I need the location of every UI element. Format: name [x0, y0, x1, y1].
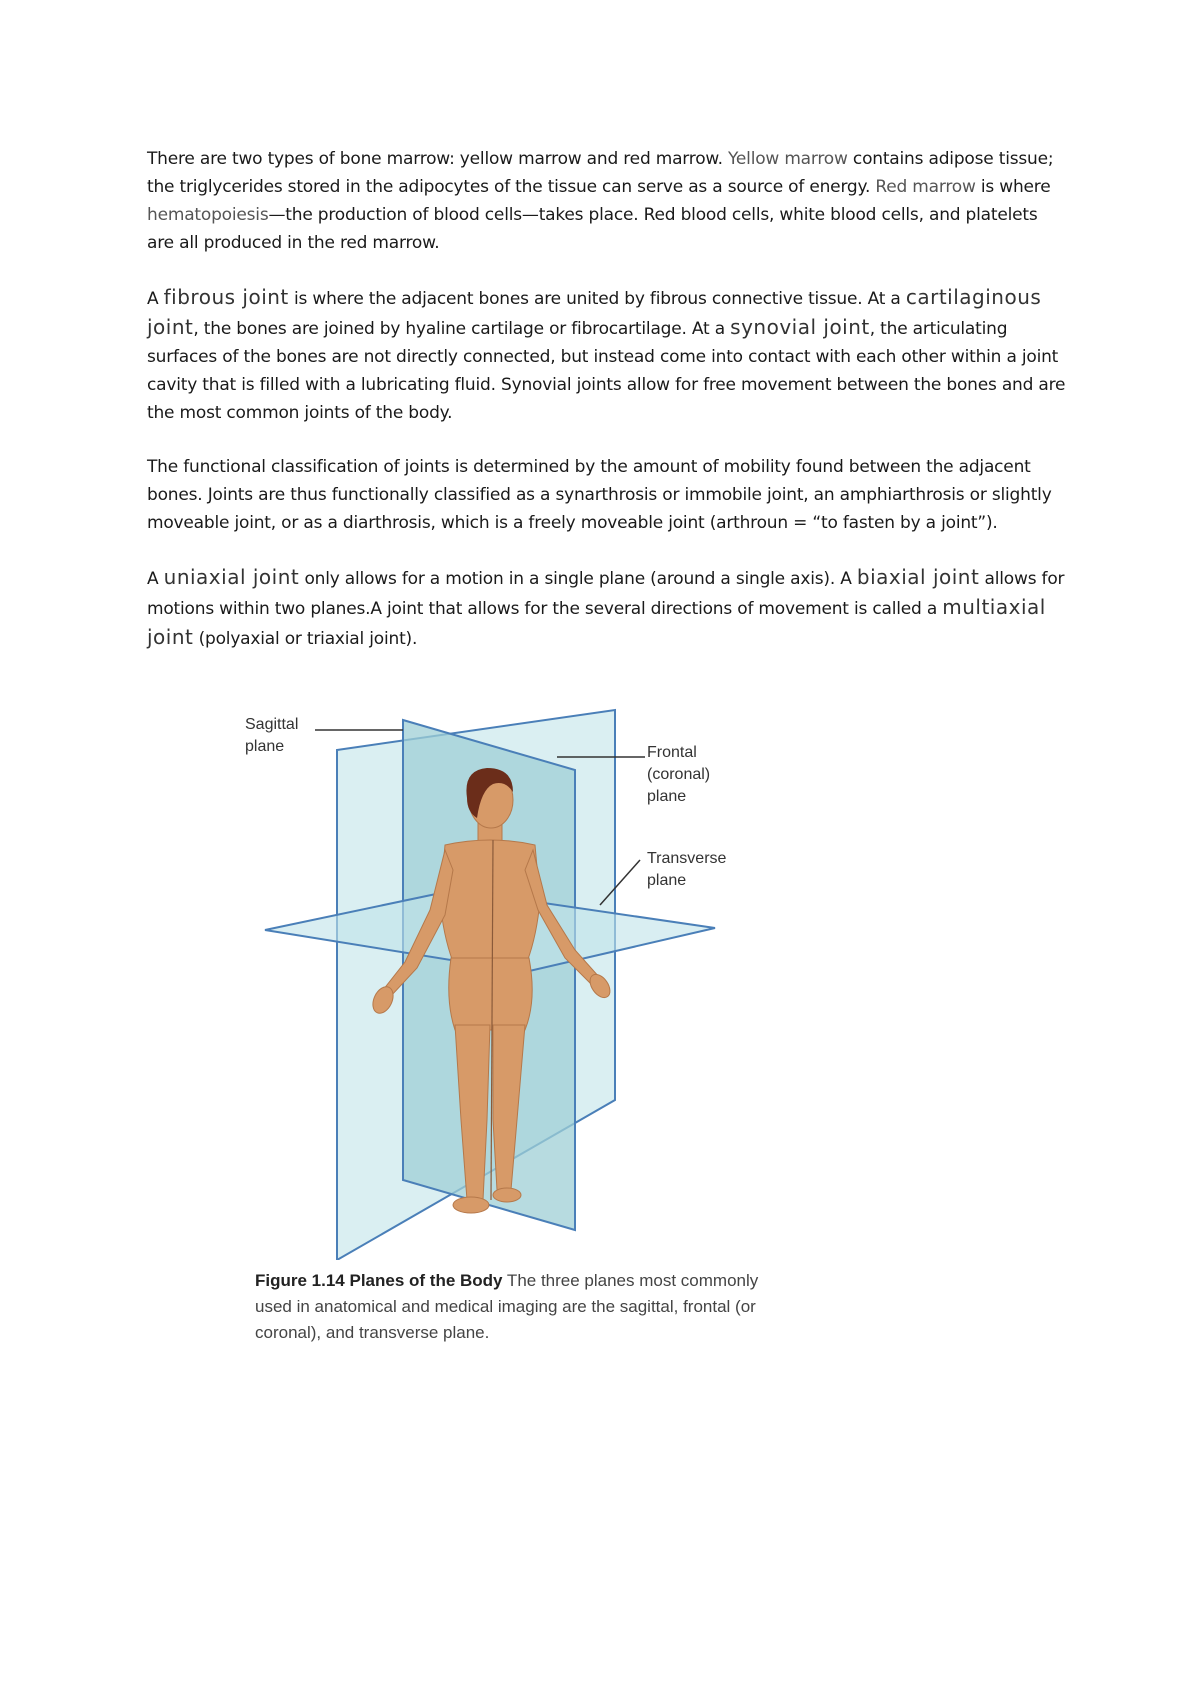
term-cartilaginous-joint: cartilaginous joint [147, 285, 1042, 339]
term-biaxial-joint: biaxial joint [856, 565, 980, 589]
term-red-marrow: Red marrow [875, 177, 976, 197]
caption-text: The three planes most commonly used in anatomical and medical imaging are the sagittal, frontal (or coronal), and transverse plane. [255, 1271, 759, 1342]
paragraph-joint-axes: A uniaxial joint only allows for a motion in a single plane (around a single axis). A biaxial joint allows for motions within two planes.A joint that allows for the several directions of movement is called a multiaxial joint (polyaxial or triaxial joint). [147, 565, 1065, 649]
paragraph-bone-marrow: There are two types of bone marrow: yellow marrow and red marrow. Yellow marrow contains adipose tissue; the triglycerides stored in the adipocytes of the tissue can serve as a source of energy. Red marrow is where hematopoiesis—the production of blood cells—takes place. Red blood cells, white blood cells, and platelets are all produced in the red marrow. [147, 149, 1054, 253]
term-hematopoiesis: hematopoiesis [147, 205, 269, 225]
paragraph-joint-structure: A fibrous joint is where the adjacent bones are united by fibrous connective tissue. At a cartilaginous joint, the bones are joined by hyaline cartilage or fibrocartilage. At a synovial joint, the articulating surfaces of the bones are not directly connected, but instead come into contact with each other within a joint cavity that is filled with a lubricating fluid. Synovial joints allow for free movement between the bones and are the most common joints of the body. [147, 285, 1066, 423]
planes-illustration [255, 700, 815, 1260]
label-frontal: Frontal (coronal) plane [647, 744, 711, 805]
figure-caption [255, 1268, 775, 1346]
term-synovial-joint: synovial joint [730, 315, 870, 339]
paragraph-functional-classification: The functional classification of joints is determined by the amount of mobility found between the adjacent bones. Joints are thus functionally classified as a synarthrosis or immobile joint, an amphiarthrosis or slightly moveable joint, or as a diarthrosis, which is a freely moveable joint (arthroun = “to fasten by a joint”). [147, 457, 1052, 533]
caption-title: Figure 1.14 Planes of the Body [255, 1271, 503, 1290]
term-multiaxial-joint: multiaxial joint [147, 595, 1046, 649]
term-uniaxial-joint: uniaxial joint [163, 565, 300, 589]
label-transverse: Transverse plane [647, 850, 727, 889]
term-fibrous-joint: fibrous joint [163, 285, 289, 309]
figure-planes-of-body [245, 700, 815, 1360]
text-content [147, 145, 1067, 679]
term-yellow-marrow: Yellow marrow [727, 149, 848, 169]
label-sagittal: Sagittal plane [245, 716, 299, 755]
